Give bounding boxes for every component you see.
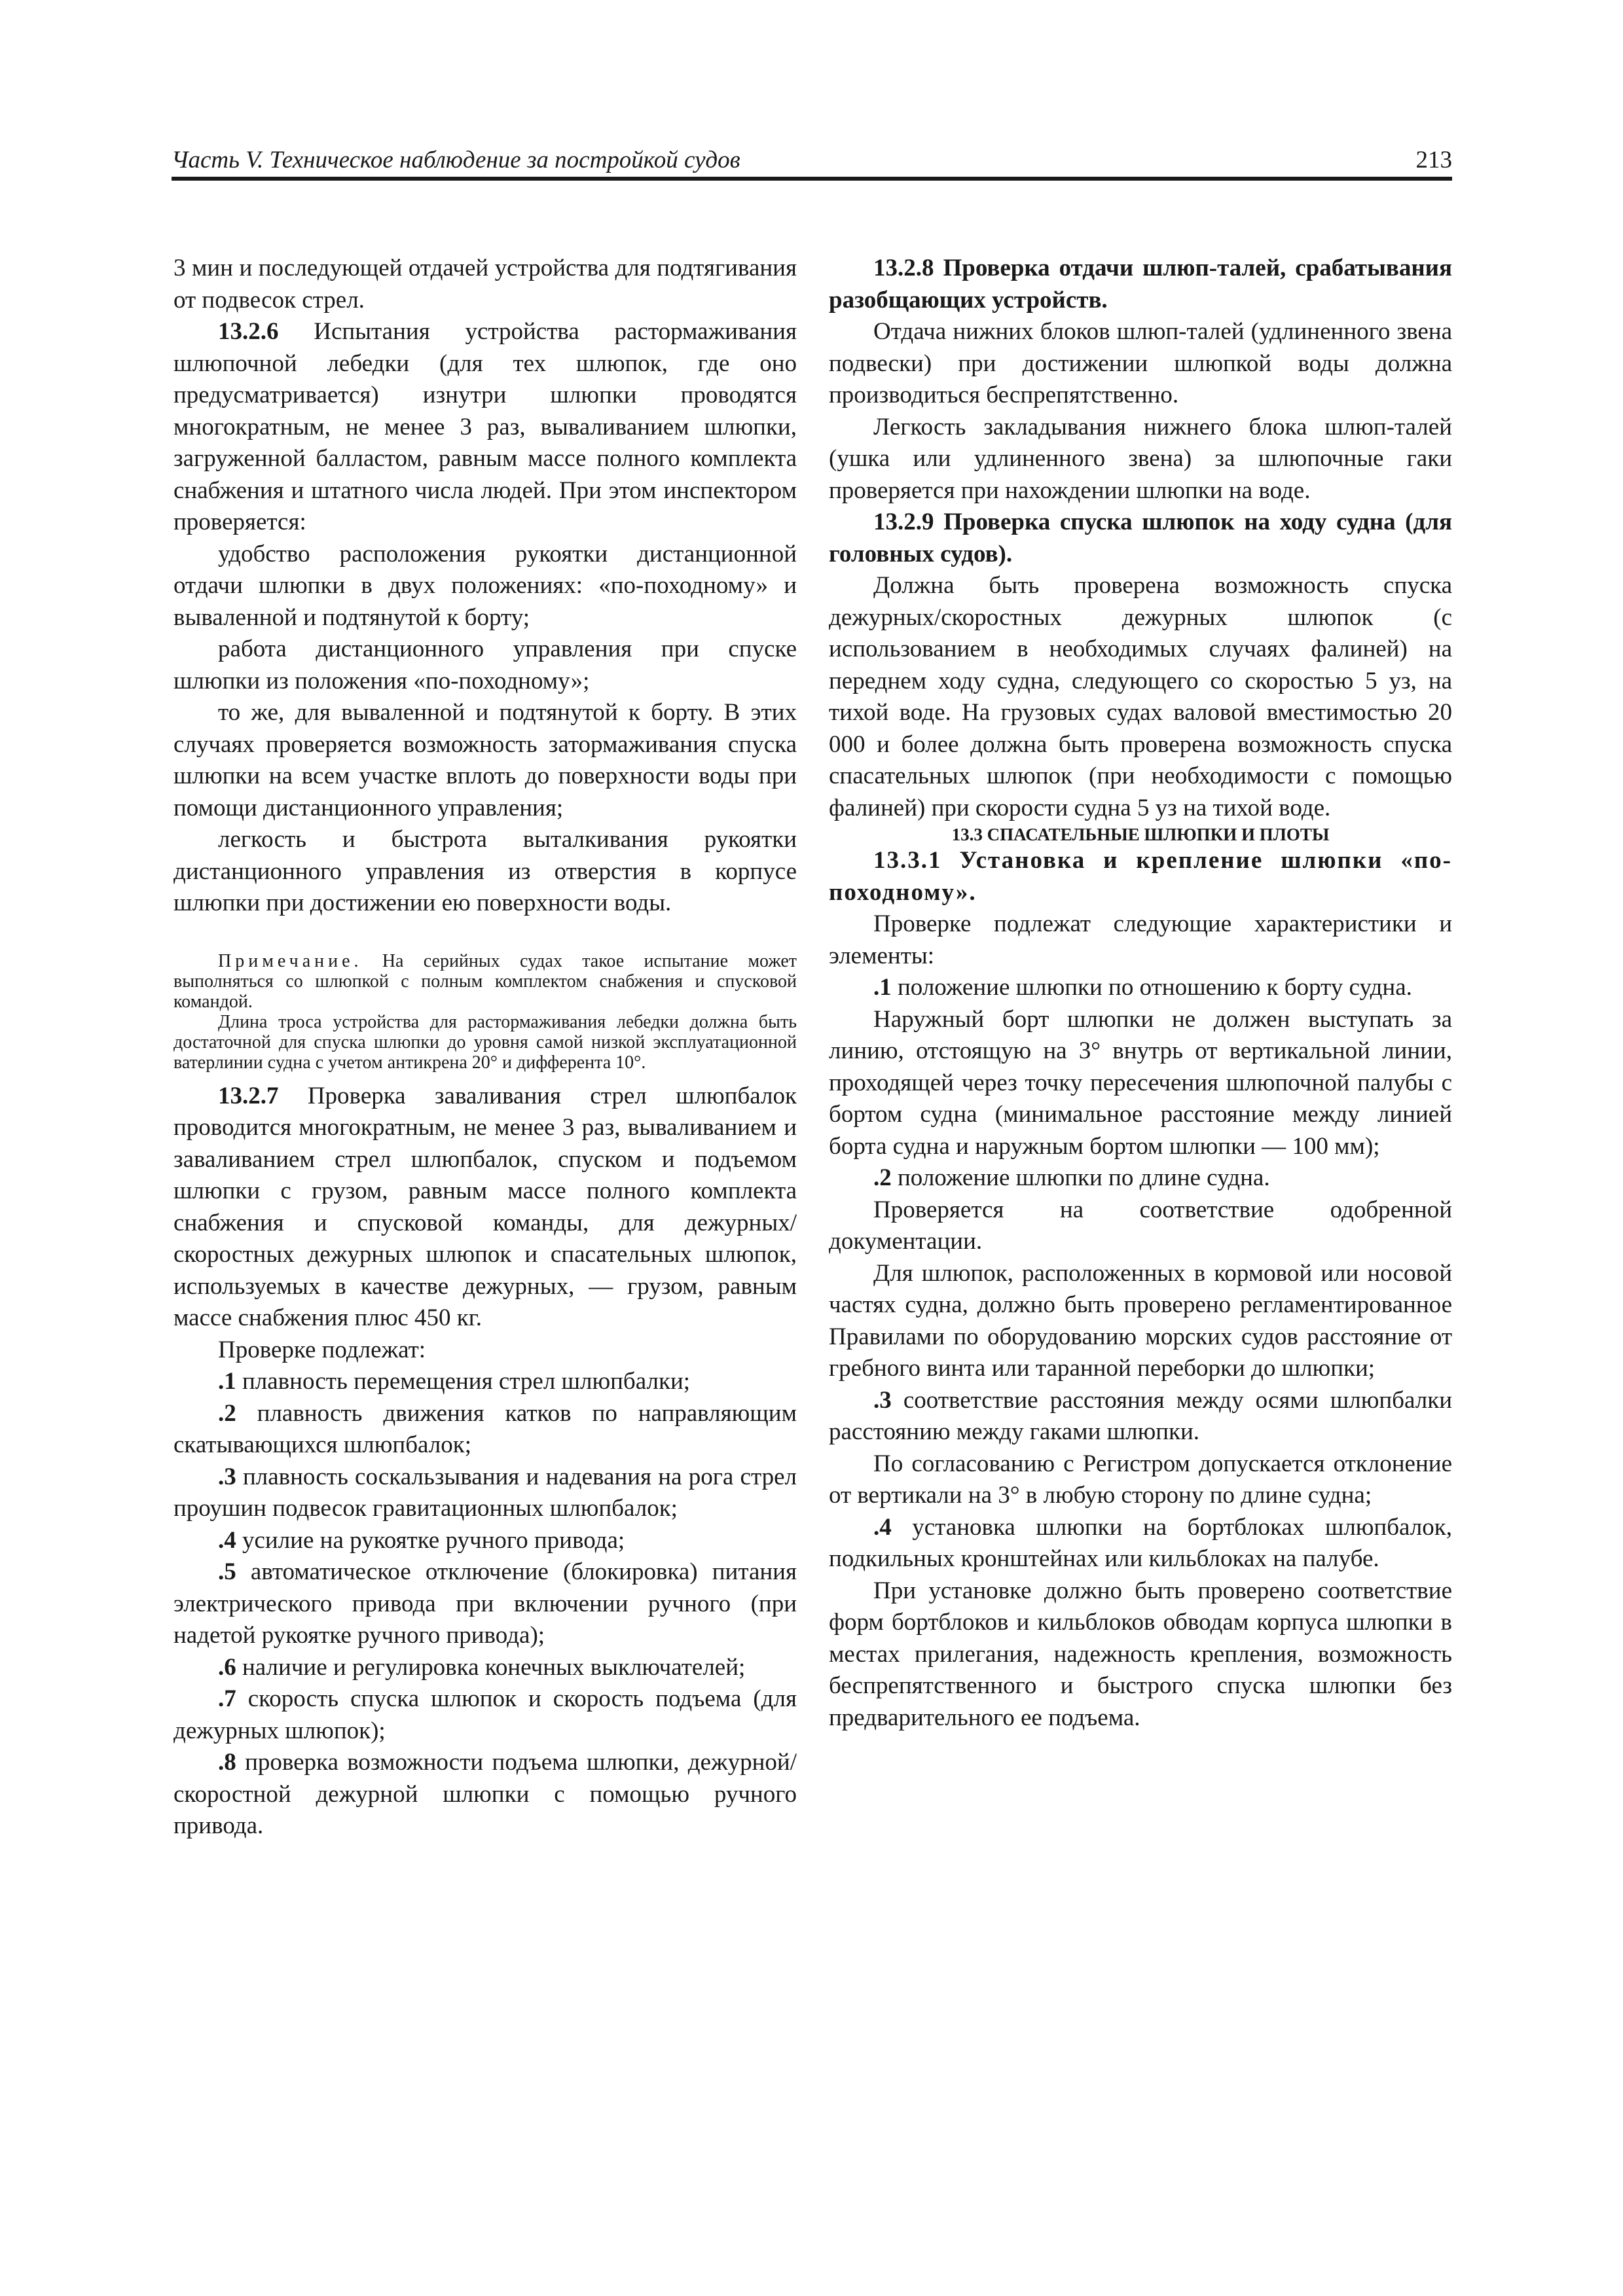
paragraph: Проверяется на соответствие одобренной документации. — [829, 1196, 1452, 1255]
note — [173, 951, 797, 1012]
clause-number: 13.2.7 — [218, 1082, 279, 1109]
list-item — [173, 1398, 797, 1462]
clause-heading: 13.2.9 Проверка спуска шлюпок на ходу судна (для головных судов). — [829, 509, 1452, 567]
paragraph: Легкость закладывания нижнего блока шлюп-талей (ушка или удлиненного звена) за шлюпочные гаки проверяется при нахождении шлюпки на воде. — [829, 413, 1452, 504]
list-item — [173, 1525, 797, 1557]
running-header — [172, 143, 1452, 181]
item-text: скорость спуска шлюпок и скорость подъема (для дежурных шлюпок); — [173, 1685, 797, 1744]
item-text: наличие и регулировка конечных выключателей; — [236, 1653, 746, 1681]
note: Длина троса устройства для растормаживания лебедки должна быть достаточной для спуска шлюпки до уровня самой низкой эксплуатационной ватерлинии судна с учетом антикрена 20° и дифферента 10°. — [173, 1011, 797, 1073]
paragraph: При установке должно быть проверено соответствие форм бортблоков и кильблоков обводам корпуса шлюпки в местах прилегания, надежность крепления, возможность беспрепятственного и быстрого спуска шлюпки без предварительного ее подъема. — [829, 1577, 1452, 1731]
item-number: .6 — [218, 1653, 236, 1681]
list-item — [173, 1747, 797, 1842]
paragraph: 3 мин и последующей отдачей устройства для подтягивания от подвесок стрел. — [173, 255, 797, 314]
item-text: положение шлюпки по длине судна. — [891, 1164, 1270, 1191]
list-item — [829, 1512, 1452, 1575]
item-text: положение шлюпки по отношению к борту судна. — [891, 974, 1412, 1001]
paragraph: Проверке подлежат следующие характеристики и элементы: — [829, 910, 1452, 969]
paragraph: Отдача нижних блоков шлюп-талей (удлиненного звена подвески) при достижении шлюпкой воды должна производиться беспрепятственно. — [829, 318, 1452, 408]
clause-number: 13.2.6 — [218, 318, 279, 345]
paragraph: работа дистанционного управления при спуске шлюпки из положения «по-походному»; — [173, 636, 797, 694]
paragraph: то же, для вываленной и подтянутой к борту. В этих случаях проверяется возможность затормаживания спуска шлюпки на всем участке вплоть до поверхности воды при помощи дистанционного управления; — [173, 699, 797, 821]
item-text: плавность перемещения стрел шлюпбалки; — [236, 1368, 691, 1395]
item-text: установка шлюпки на бортблоках шлюпбалок, подкильных кронштейнах или кильблоках на палубе. — [829, 1513, 1452, 1572]
list-item — [829, 1162, 1452, 1194]
heading-13-3-1 — [829, 845, 1452, 908]
paragraph: удобство расположения рукоятки дистанционной отдачи шлюпки в двух положениях: «по-походному» и вываленной и подтянутой к борту; — [173, 540, 797, 631]
item-number: .4 — [873, 1513, 892, 1541]
list-item — [829, 972, 1452, 1004]
item-number: .8 — [218, 1749, 236, 1776]
item-text: плавность соскальзывания и надевания на рога стрел проушин подвесок гравитационных шлюпбалок; — [173, 1463, 797, 1522]
section-title: 13.3 СПАСАТЕЛЬНЫЕ ШЛЮПКИ И ПЛОТЫ — [951, 825, 1330, 844]
clause-heading: 13.3.1 Установка и крепление шлюпки «по-походному». — [829, 847, 1452, 906]
item-number: .2 — [873, 1164, 892, 1191]
item-number: .1 — [218, 1368, 236, 1395]
heading-13-2-8 — [829, 253, 1452, 316]
item-number: .5 — [218, 1558, 236, 1585]
list-item — [173, 1652, 797, 1684]
header-title: Часть V. Техническое наблюдение за постройкой судов — [172, 147, 740, 173]
left-column — [173, 253, 797, 1842]
paragraph: По согласованию с Регистром допускается отклонение от вертикали на 3° в любую сторону по длине судна; — [829, 1450, 1452, 1509]
paragraph: Должна быть проверена возможность спуска дежурных/скоростных дежурных шлюпок (с использованием в необходимых случаях фалиней) на переднем ходу судна, следующего со скоростью 5 уз, на тихой воде. На грузовых судах валовой вместимостью 20 000 и более должна быть проверена возможность спуска спасательных шлюпок (при необходимости с помощью фалиней) при скорости судна 5 уз на тихой воде. — [829, 572, 1452, 821]
item-number: .3 — [218, 1463, 236, 1490]
paragraph: Наружный борт шлюпки не должен выступать за линию, отстоящую на 3° внутрь от вертикальной линии, проходящей через точку пересечения шлюпочной палубы с бортом судна (минимальное расстояние между линией борта судна и наружным бортом шлюпки — 100 мм); — [829, 1005, 1452, 1160]
item-text: соответствие расстояния между осями шлюпбалки расстоянию между гаками шлюпки. — [829, 1386, 1452, 1445]
item-text: плавность движения катков по направляющим скатывающихся шлюпбалок; — [173, 1399, 797, 1458]
right-column — [829, 253, 1452, 1734]
item-number: .7 — [218, 1685, 236, 1712]
list-item — [173, 1462, 797, 1525]
list-item — [173, 1366, 797, 1398]
list-item — [829, 1385, 1452, 1448]
item-text: автоматическое отключение (блокировка) питания электрического привода при включении ручного (при надетой рукоятке ручного привода); — [173, 1558, 797, 1649]
item-text: усилие на рукоятке ручного привода; — [236, 1526, 625, 1554]
heading-13-2-9 — [829, 507, 1452, 570]
item-text: проверка возможности подъема шлюпки, дежурной/скоростной дежурной шлюпки с помощью ручного привода. — [173, 1749, 797, 1839]
paragraph: Для шлюпок, расположенных в кормовой или носовой частях судна, должно быть проверено регламентированное Правилами по оборудованию морских судов расстояние от гребного винта или таранной переборки до шлюпки; — [829, 1259, 1452, 1382]
item-number: .4 — [218, 1526, 236, 1554]
item-number: .3 — [873, 1386, 892, 1414]
list-item — [173, 1683, 797, 1747]
note-block — [173, 951, 797, 1073]
list-item — [173, 1556, 797, 1652]
note-label: Примечание. — [218, 950, 363, 971]
page-number: 213 — [1415, 147, 1452, 173]
clause-heading: 13.2.8 Проверка отдачи шлюп-талей, срабатывания разобщающих устройств. — [829, 255, 1452, 314]
paragraph-13-2-7 — [173, 1081, 797, 1335]
paragraph-13-2-6 — [173, 316, 797, 539]
paragraph: легкость и быстрота выталкивания рукоятки дистанционного управления из отверстия в корпусе шлюпки при достижении ею поверхности воды. — [173, 826, 797, 916]
item-number: .2 — [218, 1399, 236, 1427]
clause-text: Проверка заваливания стрел шлюпбалок проводится многократным, не менее 3 раз, вываливанием и заваливанием стрел шлюпбалок, спуском и подъемом шлюпки с грузом, равным массе полного комплекта снабжения и спусковой команды, для дежурных/скоростных дежурных шлюпок и спасательных шлюпок, используемых в качестве дежурных, — грузом, равным массе снабжения плюс 450 кг. — [173, 1082, 797, 1331]
item-number: .1 — [873, 974, 892, 1001]
clause-text: Испытания устройства растормаживания шлюпочной лебедки (для тех шлюпок, где оно предусматривается) изнутри шлюпки проводятся многократным, не менее 3 раз, вываливанием шлюпки, загруженной балластом, равным массе полного комплекта снабжения и штатного числа людей. При этом инспектором проверяется: — [173, 318, 797, 535]
paragraph: Проверке подлежат: — [218, 1336, 426, 1363]
note-text: На серийных судах такое испытание может выполняться со шлюпкой с полным комплектом снабжения и спусковой командой. — [173, 950, 797, 1012]
